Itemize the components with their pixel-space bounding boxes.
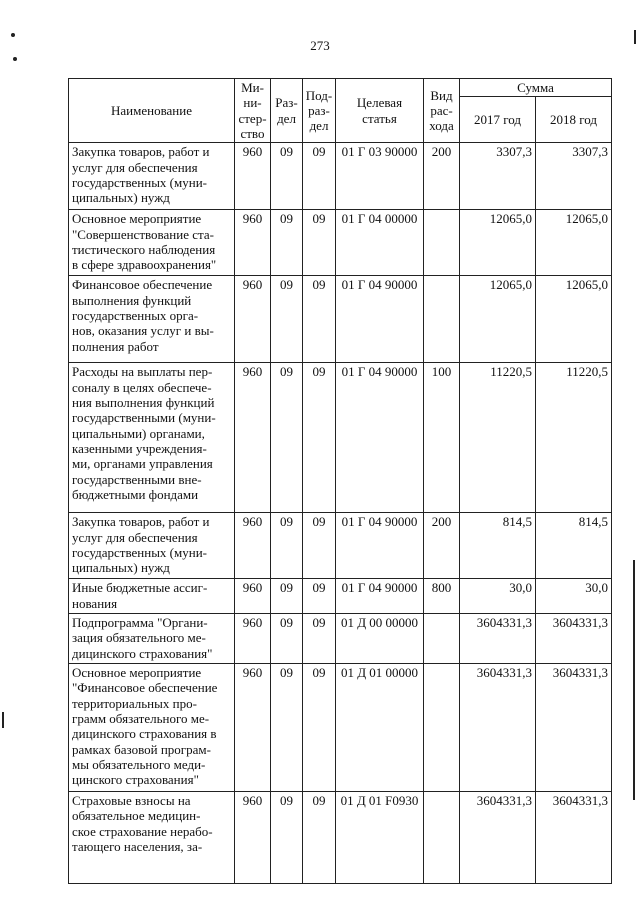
cell-amount-2018: 12065,0 bbox=[536, 210, 612, 276]
cell-expense-type bbox=[424, 210, 460, 276]
cell-amount-2017: 3604331,3 bbox=[460, 663, 536, 791]
cell-ministry: 960 bbox=[235, 276, 271, 363]
cell-section: 09 bbox=[271, 513, 303, 579]
cell-expense-type: 800 bbox=[424, 579, 460, 614]
cell-expense-type: 200 bbox=[424, 513, 460, 579]
scan-bullet-mark bbox=[13, 57, 17, 61]
cell-target: 01 Г 04 90000 bbox=[336, 276, 424, 363]
cell-ministry: 960 bbox=[235, 363, 271, 513]
header-section: Раз- дел bbox=[271, 79, 303, 143]
cell-amount-2017: 3604331,3 bbox=[460, 613, 536, 663]
cell-target: 01 Г 04 90000 bbox=[336, 513, 424, 579]
header-ministry: Ми- ни- стер- ство bbox=[235, 79, 271, 143]
cell-name: Подпрограмма "Органи- зация обязательного ме- дицинского страхования" bbox=[69, 613, 235, 663]
cell-amount-2017: 3307,3 bbox=[460, 143, 536, 210]
cell-amount-2017: 3604331,3 bbox=[460, 791, 536, 883]
cell-expense-type bbox=[424, 276, 460, 363]
cell-subsection: 09 bbox=[303, 210, 336, 276]
cell-subsection: 09 bbox=[303, 663, 336, 791]
cell-expense-type: 100 bbox=[424, 363, 460, 513]
cell-name: Иные бюджетные ассиг- нования bbox=[69, 579, 235, 614]
cell-target: 01 Д 01 F0930 bbox=[336, 791, 424, 883]
cell-name: Основное мероприятие "Финансовое обеспечение территориальных про- грамм обязательного ме- дицинского страхования в рамках базовой програм- мы обязательного меди- цинского страхования" bbox=[69, 663, 235, 791]
cell-section: 09 bbox=[271, 210, 303, 276]
scan-edge-mark bbox=[633, 560, 635, 800]
cell-target: 01 Г 04 90000 bbox=[336, 579, 424, 614]
cell-ministry: 960 bbox=[235, 791, 271, 883]
cell-name: Основное мероприятие "Совершенствование ста- тистического наблюдения в сфере здравоохранения" bbox=[69, 210, 235, 276]
cell-name: Страховые взносы на обязательное медицин- ское страхование нерабо- тающего населения, за- bbox=[69, 791, 235, 883]
cell-subsection: 09 bbox=[303, 363, 336, 513]
cell-section: 09 bbox=[271, 579, 303, 614]
header-sum: Сумма bbox=[460, 79, 612, 97]
cell-target: 01 Г 04 00000 bbox=[336, 210, 424, 276]
cell-section: 09 bbox=[271, 613, 303, 663]
cell-amount-2018: 3604331,3 bbox=[536, 791, 612, 883]
page-number: 273 bbox=[310, 38, 330, 53]
cell-section: 09 bbox=[271, 791, 303, 883]
cell-subsection: 09 bbox=[303, 276, 336, 363]
cell-ministry: 960 bbox=[235, 579, 271, 614]
cell-subsection: 09 bbox=[303, 513, 336, 579]
header-subsection: Под- раз- дел bbox=[303, 79, 336, 143]
cell-amount-2018: 3307,3 bbox=[536, 143, 612, 210]
table-row bbox=[69, 276, 612, 363]
cell-name: Финансовое обеспечение выполнения функций государственных орга- нов, оказания услуг и вы- полнения работ bbox=[69, 276, 235, 363]
cell-expense-type bbox=[424, 613, 460, 663]
cell-amount-2017: 30,0 bbox=[460, 579, 536, 614]
header-year-2017: 2017 год bbox=[460, 97, 536, 143]
cell-amount-2018: 3604331,3 bbox=[536, 613, 612, 663]
cell-expense-type bbox=[424, 663, 460, 791]
cell-amount-2017: 12065,0 bbox=[460, 210, 536, 276]
cell-ministry: 960 bbox=[235, 663, 271, 791]
cell-section: 09 bbox=[271, 663, 303, 791]
cell-section: 09 bbox=[271, 276, 303, 363]
header-target: Целевая статья bbox=[336, 79, 424, 143]
cell-ministry: 960 bbox=[235, 613, 271, 663]
cell-name: Расходы на выплаты пер- соналу в целях обеспече- ния выполнения функций государственными (муни- ципальными) органами, казенными учреждения- ми, органами управления государственными вне- бюджетными фондами bbox=[69, 363, 235, 513]
header-year-2018: 2018 год bbox=[536, 97, 612, 143]
header-name: Наименование bbox=[69, 79, 235, 143]
cell-target: 01 Г 04 90000 bbox=[336, 363, 424, 513]
cell-section: 09 bbox=[271, 363, 303, 513]
header-row bbox=[69, 79, 612, 97]
header-expense-type: Вид рас- хода bbox=[424, 79, 460, 143]
cell-target: 01 Д 00 00000 bbox=[336, 613, 424, 663]
table-row bbox=[69, 791, 612, 883]
cell-target: 01 Г 03 90000 bbox=[336, 143, 424, 210]
table-row bbox=[69, 579, 612, 614]
cell-amount-2018: 814,5 bbox=[536, 513, 612, 579]
cell-ministry: 960 bbox=[235, 143, 271, 210]
table-row bbox=[69, 143, 612, 210]
budget-table bbox=[68, 78, 612, 884]
cell-amount-2018: 30,0 bbox=[536, 579, 612, 614]
cell-ministry: 960 bbox=[235, 210, 271, 276]
cell-target: 01 Д 01 00000 bbox=[336, 663, 424, 791]
cell-amount-2017: 814,5 bbox=[460, 513, 536, 579]
table-row bbox=[69, 363, 612, 513]
cell-expense-type: 200 bbox=[424, 143, 460, 210]
cell-name: Закупка товаров, работ и услуг для обеспечения государственных (муни- ципальных) нужд bbox=[69, 143, 235, 210]
cell-amount-2018: 12065,0 bbox=[536, 276, 612, 363]
cell-ministry: 960 bbox=[235, 513, 271, 579]
scan-bullet-mark bbox=[11, 33, 15, 37]
cell-amount-2018: 3604331,3 bbox=[536, 663, 612, 791]
table-row bbox=[69, 663, 612, 791]
scan-edge-mark bbox=[2, 712, 4, 728]
cell-subsection: 09 bbox=[303, 579, 336, 614]
cell-subsection: 09 bbox=[303, 613, 336, 663]
cell-amount-2017: 11220,5 bbox=[460, 363, 536, 513]
cell-subsection: 09 bbox=[303, 143, 336, 210]
table-row bbox=[69, 513, 612, 579]
table-row bbox=[69, 210, 612, 276]
cell-section: 09 bbox=[271, 143, 303, 210]
cell-name: Закупка товаров, работ и услуг для обеспечения государственных (муни- ципальных) нужд bbox=[69, 513, 235, 579]
cell-expense-type bbox=[424, 791, 460, 883]
cell-amount-2018: 11220,5 bbox=[536, 363, 612, 513]
table-row bbox=[69, 613, 612, 663]
cell-subsection: 09 bbox=[303, 791, 336, 883]
cell-amount-2017: 12065,0 bbox=[460, 276, 536, 363]
